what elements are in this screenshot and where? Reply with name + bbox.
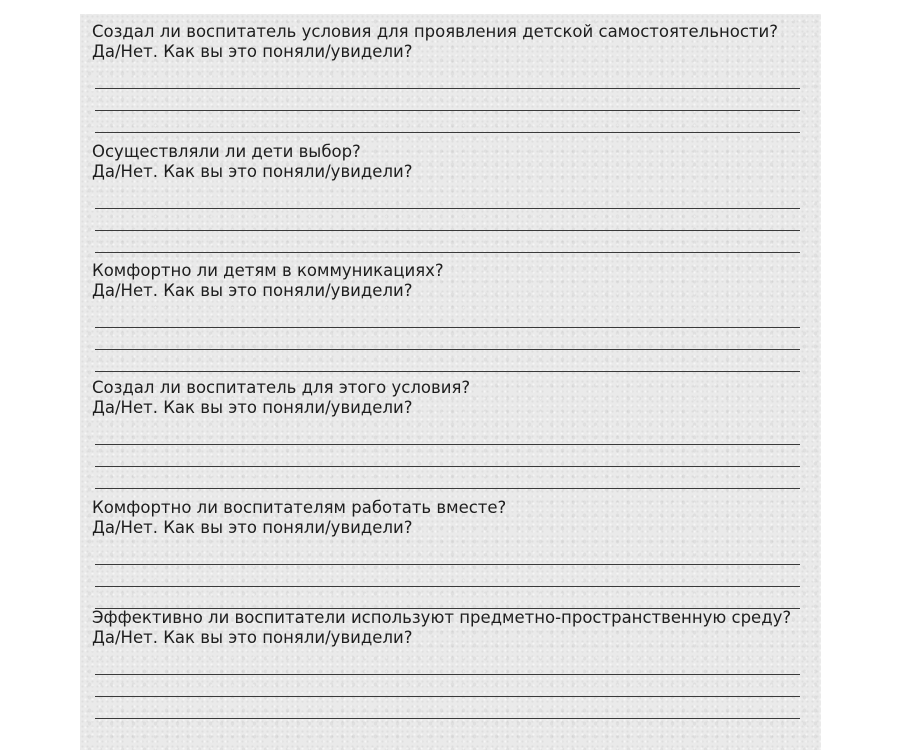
- question-subtitle: Да/Нет. Как вы это поняли/увидели?: [92, 628, 413, 647]
- answer-line[interactable]: [95, 488, 800, 489]
- question-subtitle: Да/Нет. Как вы это поняли/увидели?: [92, 518, 413, 537]
- question-block: [92, 498, 804, 538]
- question-title: Создал ли воспитатель для этого условия?: [92, 378, 471, 397]
- answer-line[interactable]: [95, 696, 800, 697]
- questionnaire-sheet: [80, 14, 821, 750]
- question-title: Комфортно ли воспитателям работать вместе?: [92, 498, 507, 517]
- answer-line[interactable]: [95, 564, 800, 565]
- answer-line[interactable]: [95, 208, 800, 209]
- question-title: Осуществляли ли дети выбор?: [92, 142, 361, 161]
- question-subtitle: Да/Нет. Как вы это поняли/увидели?: [92, 281, 413, 300]
- question-subtitle: Да/Нет. Как вы это поняли/увидели?: [92, 42, 413, 61]
- question-block: [92, 378, 804, 418]
- answer-line[interactable]: [95, 110, 800, 111]
- answer-line[interactable]: [95, 674, 800, 675]
- answer-line[interactable]: [95, 444, 800, 445]
- question-block: [92, 22, 804, 62]
- answer-line[interactable]: [95, 230, 800, 231]
- answer-line[interactable]: [95, 371, 800, 372]
- answer-line[interactable]: [95, 586, 800, 587]
- answer-line[interactable]: [95, 718, 800, 719]
- question-block: [92, 142, 804, 182]
- question-title: Создал ли воспитатель условия для проявления детской самостоятельности?: [92, 22, 779, 41]
- question-title: Комфортно ли детям в коммуникациях?: [92, 261, 444, 280]
- answer-line[interactable]: [95, 132, 800, 133]
- answer-line[interactable]: [95, 252, 800, 253]
- question-subtitle: Да/Нет. Как вы это поняли/увидели?: [92, 162, 413, 181]
- question-title: Эффективно ли воспитатели используют предметно-пространственную среду?: [92, 608, 792, 627]
- question-block: [92, 261, 804, 301]
- question-block: [92, 608, 804, 648]
- question-subtitle: Да/Нет. Как вы это поняли/увидели?: [92, 398, 413, 417]
- answer-line[interactable]: [95, 88, 800, 89]
- answer-line[interactable]: [95, 349, 800, 350]
- answer-line[interactable]: [95, 466, 800, 467]
- answer-line[interactable]: [95, 327, 800, 328]
